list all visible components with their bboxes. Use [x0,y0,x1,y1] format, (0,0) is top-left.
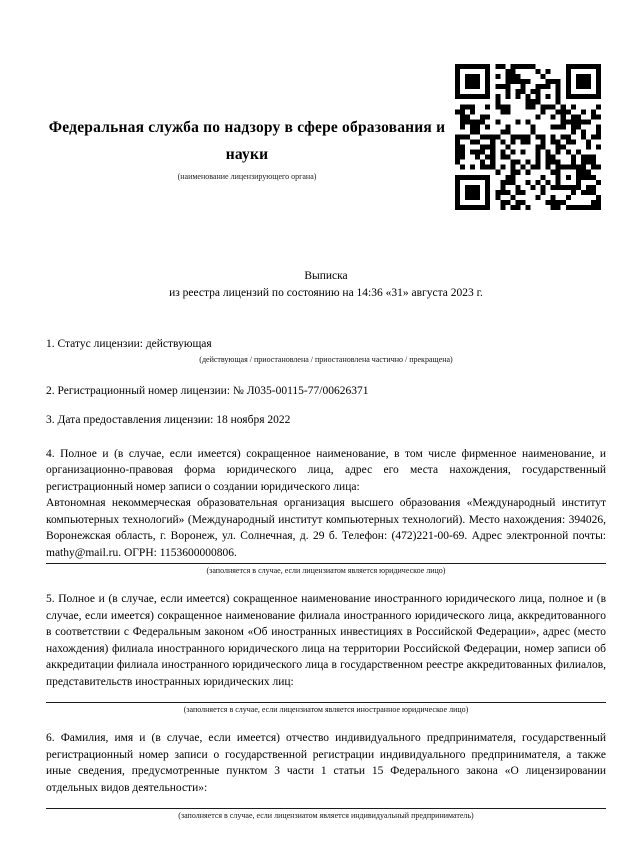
section-individual-entrepreneur [46,730,606,821]
fill-in-line [46,808,606,809]
section-legal-entity [46,446,606,577]
document-body [46,268,606,821]
section-text: 1. Статус лицензии: действующая [46,338,212,350]
document-title-line1: Выписка [304,270,348,282]
section-caption: (заполняется в случае, если лицензиатом является иностранное юридическое лицо) [183,705,469,714]
section-registration-number [46,383,606,400]
fill-in-line [46,702,606,703]
section-text: 2. Регистрационный номер лицензии: № Л035-00115-77/00626371 [46,384,369,397]
section-text: 6. Фамилия, имя и (в случае, если имеется) отчество индивидуального предпринимателя, государственный регистрационный номер записи о государственной регистрации индивидуального предпринимателя, а также иные сведения, предусмотренные пунктом 3 части 1 статьи 15 Федерального закона «О лицензировании отдельных видов деятельности»: [46,732,606,794]
qr-code-icon [455,64,601,210]
licensing-authority-header [46,114,448,182]
section-foreign-entity [46,591,606,715]
section-text: 3. Дата предоставления лицензии: 18 ноября 2022 [46,414,291,426]
authority-name: Федеральная служба по надзору в сфере образования и науки [48,119,446,163]
licensee-details: Автономная некоммерческая образовательная организация высшего образования «Международный институт компьютерных технологий» (Международный институт компьютерных технологий). Место нахождения: 394026, Воронежская область, г. Воронеж, ул. Солнечная, д. 29 б. Телефон: (472)221-00-69. Адрес электронной почты: mathy@mail.ru. ОГРН: 1153600000806. [46,497,606,559]
fill-in-line [46,563,606,564]
section-text: 5. Полное и (в случае, если имеется) сокращенное наименование иностранного юридического лица, полное и (в случае, если имеется) сокращенное наименование филиала иностранного юридического лица, аккредитованного в соответствии с Федеральным законом «Об иностранных инвестициях в Российской Федерации», адрес (место нахождения) филиала иностранного юридического лица на территории Российской Федерации, номер записи об аккредитации филиала иностранного юридического лица в государственном реестре аккредитованных филиалов, представительств иностранных юридических лиц: [46,593,606,688]
document-title-line2: из реестра лицензий по состоянию на 14:36 «31» августа 2023 г. [169,287,483,299]
section-grant-date [46,412,606,429]
section-license-status [46,336,606,365]
section-caption: (заполняется в случае, если лицензиатом является индивидуальный предприниматель) [178,811,474,820]
document-title [46,268,606,302]
authority-caption: (наименование лицензирующего органа) [177,172,317,181]
section-text: 4. Полное и (в случае, если имеется) сокращенное наименование, в том числе фирменное наименование, и организационно-правовая форма юридического лица, адрес его места нахождения, государственный регистрационный номер записи о создании юридического лица: [46,447,606,493]
section-caption: (заполняется в случае, если лицензиатом является юридическое лицо) [206,566,446,575]
section-caption: (действующая / приостановлена / приостановлена частично / прекращена) [199,354,453,364]
